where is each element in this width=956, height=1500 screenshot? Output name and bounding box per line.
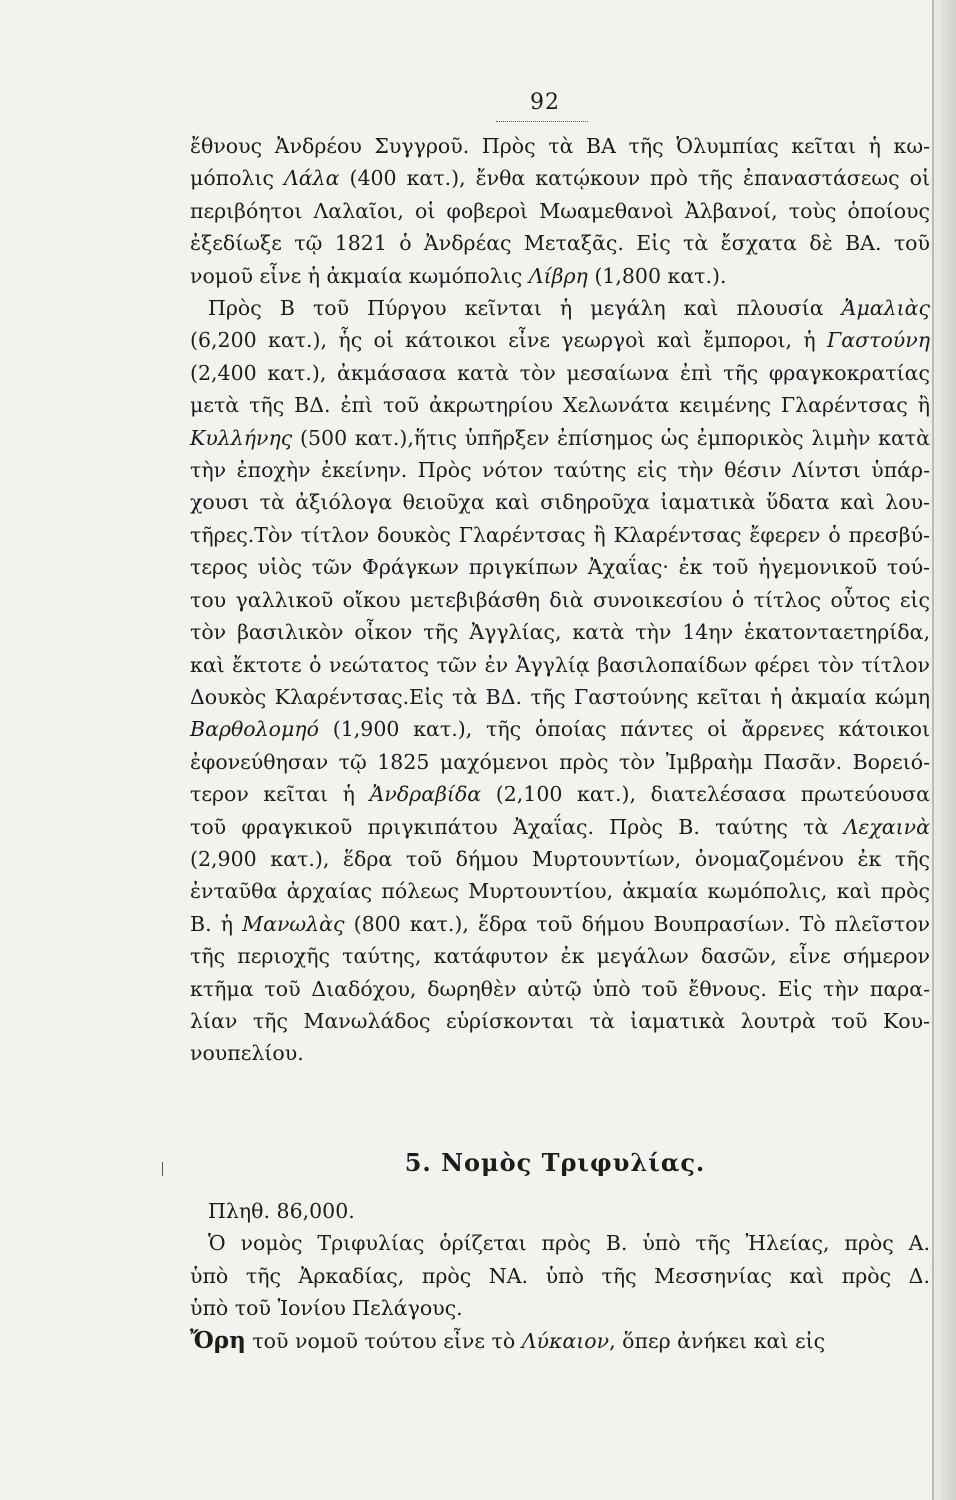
text-run: τοῦ φραγκικοῦ πριγκιπάτου Ἀχαΐας. Πρὸς Β. ταύτης τὰ: [190, 814, 844, 839]
text-run: περιβόητοι Λαλαῖοι, οἱ φοβεροὶ Μωαμεθανοὶ Ἀλβανοί, τοὺς ὁποίους: [190, 198, 930, 223]
mountains-line: [190, 1325, 930, 1357]
text-line: [190, 1005, 930, 1037]
text-run: Β. ἡ: [190, 911, 243, 936]
text-run: λίαν τῆς Μανωλάδος εὑρίσκονται τὰ ἰαματικὰ λουτρὰ τοῦ Κου-: [190, 1008, 930, 1033]
text-run: ὑπὸ τῆς Ἀρκαδίας, πρὸς ΝΑ. ὑπὸ τῆς Μεσσηνίας καὶ πρὸς Δ.: [190, 1263, 930, 1288]
text-run: (800 κατ.), ἕδρα τοῦ δήμου Βουπρασίων. Τὸ πλεῖστον: [344, 911, 930, 936]
text-line: [190, 843, 930, 875]
text-line: [190, 551, 930, 583]
mountains-line-text: [246, 1329, 825, 1353]
text-line: [190, 1260, 930, 1292]
text-line: [190, 260, 930, 292]
text-line: [190, 778, 930, 810]
text-line: [190, 519, 930, 551]
place-name: Γαστούνη: [827, 328, 930, 353]
page-edge-line: [932, 0, 934, 1500]
text-run: ἔθνους Ἀνδρέου Συγγροῦ. Πρὸς τὰ ΒΑ τῆς Ὀλυμπίας κεῖται ἡ κω-: [190, 134, 930, 158]
text-run: (6,200 κατ.), ἧς οἱ κάτοικοι εἶνε γεωργοὶ καὶ ἔμποροι, ἡ: [190, 328, 828, 353]
text-line: [190, 389, 930, 421]
text-run: τῆρες.Τὸν τίτλον δουκὸς Γλαρέντσας ἢ Κλαρέντσας ἔφερεν ὁ πρεσβύ-: [190, 522, 930, 547]
page-number: 92: [530, 90, 560, 115]
text-run: του γαλλικοῦ οἴκου μετεβιβάσθη διὰ συνοικεσίου ὁ τίτλος οὗτος εἰς: [190, 587, 930, 612]
text-run: τερον κεῖται ἡ: [190, 782, 370, 807]
place-name: Λάλα: [284, 166, 340, 191]
mountains-lead-word: Ὄρη: [190, 1326, 246, 1354]
text-run: (1,800 κατ.).: [587, 263, 727, 288]
text-line: [190, 227, 930, 259]
section-body: [190, 1195, 930, 1357]
page-number-underline: [496, 121, 588, 122]
text-run: τοῦ νομοῦ τούτου εἶνε τὸ: [245, 1328, 522, 1353]
text-line: [190, 973, 930, 1005]
place-name: Κυλλήνης: [190, 425, 293, 450]
text-line: [190, 422, 930, 454]
text-run: τὸν βασιλικὸν οἶκον τῆς Ἀγγλίας, κατὰ τὴν 14ην ἑκατονταετηρίδα,: [190, 620, 930, 645]
text-line: [190, 162, 930, 194]
text-line: [190, 357, 930, 389]
section-heading: 5. Νομὸς Τριφυλίας.: [404, 1148, 706, 1177]
text-line: [190, 811, 930, 843]
text-line: [190, 1037, 930, 1069]
text-line: [190, 940, 930, 972]
text-line: [190, 130, 930, 162]
text-run: νουπελίου.: [190, 1041, 304, 1066]
place-name: Λύκαιον: [521, 1328, 610, 1353]
text-line: [190, 875, 930, 907]
text-run: ἐξεδίωξε τῷ 1821 ὁ Ἀνδρέας Μεταξᾶς. Εἰς τὰ ἔσχατα δὲ ΒΑ. τοῦ: [190, 231, 930, 256]
text-line: [190, 584, 930, 616]
text-run: μετὰ τῆς ΒΔ. ἐπὶ τοῦ ἀκρωτηρίου Χελωνάτα κειμένης Γλαρέντσας ἢ: [190, 393, 930, 418]
text-run: νομοῦ εἶνε ἡ ἀκμαία κωμόπολις: [190, 263, 529, 288]
population-line: Πληθ. 86,000.: [208, 1199, 355, 1223]
text-run: Ὁ νομὸς Τριφυλίας ὁρίζεται πρὸς Β. ὑπὸ τῆς Ἠλείας, πρὸς Α.: [208, 1231, 930, 1256]
body-text: [190, 130, 930, 1070]
place-name: Ἀνδραβίδα: [369, 782, 482, 807]
text-run: (2,100 κατ.), διατελέσασα πρωτεύουσα: [481, 782, 930, 807]
text-run: (400 κατ.), ἔνθα κατῴκουν πρὸ τῆς ἐπαναστάσεως οἱ: [339, 166, 930, 191]
paragraph-2: [190, 292, 930, 1070]
place-name: Λίβρη: [528, 263, 588, 288]
text-line: [190, 681, 930, 713]
place-name: Μανωλὰς: [242, 911, 345, 936]
text-run: (2,900 κατ.), ἕδρα τοῦ δήμου Μυρτουντίων, ὀνομαζομένου ἐκ τῆς: [190, 846, 930, 871]
text-run: Δουκὸς Κλαρέντσας.Εἰς τὰ ΒΔ. τῆς Γαστούνης κεῖται ἡ ἀκμαία κώμη: [190, 684, 930, 709]
text-line: [190, 713, 930, 745]
text-line: [190, 1227, 930, 1259]
text-run: (1,900 κατ.), τῆς ὁποίας πάντες οἱ ἄρρενες κάτοικοι: [318, 717, 930, 742]
text-line: [190, 908, 930, 940]
text-run: , ὅπερ ἀνήκει καὶ εἰς: [609, 1328, 826, 1353]
text-run: Πρὸς Β τοῦ Πύργου κεῖνται ἡ μεγάλη καὶ πλουσία: [208, 296, 842, 321]
place-name: Βαρθολομηό: [190, 717, 319, 742]
place-name: Λεχαινὰ: [843, 814, 930, 839]
text-run: (2,400 κατ.), ἀκμάσασα κατὰ τὸν μεσαίωνα ἐπὶ τῆς φραγκοκρατίας: [190, 360, 930, 385]
text-line: [190, 1292, 930, 1324]
text-run: (500 κατ.),ἥτις ὑπῆρξεν ἐπίσημος ὡς ἐμπορικὸς λιμὴν κατὰ: [292, 425, 930, 450]
text-line: [190, 746, 930, 778]
text-run: καὶ ἔκτοτε ὁ νεώτατος τῶν ἐν Ἀγγλίᾳ βασιλοπαίδων φέρει τὸν τίτλον: [190, 652, 930, 677]
text-line: [190, 195, 930, 227]
text-run: μόπολις: [190, 166, 284, 191]
text-run: ὑπὸ τοῦ Ἰονίου Πελάγους.: [190, 1296, 463, 1321]
text-line: [190, 616, 930, 648]
paragraph-1: [190, 130, 930, 292]
place-name: Ἀμαλιὰς: [841, 296, 930, 321]
text-run: ἐφονεύθησαν τῷ 1825 μαχόμενοι πρὸς τὸν Ἰμβραὴμ Πασᾶν. Βορειό-: [190, 749, 930, 774]
section-paragraph: [190, 1227, 930, 1324]
text-line: [190, 486, 930, 518]
text-line: [190, 649, 930, 681]
text-run: τερος υἱὸς τῶν Φράγκων πριγκίπων Ἀχαΐας· ἐκ τοῦ ἡγεμονικοῦ τού-: [190, 555, 930, 580]
text-line: [190, 324, 930, 356]
text-run: ἐνταῦθα ἀρχαίας πόλεως Μυρτουντίου, ἀκμαία κωμόπολις, καὶ πρὸς: [190, 879, 930, 904]
page-edge-shadow: [926, 0, 956, 1500]
text-run: τῆς περιοχῆς ταύτης, κατάφυτον ἐκ μεγάλων δασῶν, εἶνε σήμερον: [190, 944, 930, 969]
text-line: [190, 292, 930, 324]
text-line: [190, 454, 930, 486]
text-run: κτῆμα τοῦ Διαδόχου, δωρηθὲν αὐτῷ ὑπὸ τοῦ ἔθνους. Εἰς τὴν παρα-: [190, 976, 930, 1001]
text-run: τὴν ἐποχὴν ἐκείνην. Πρὸς νότον ταύτης εἰς τὴν θέσιν Λίντσι ὑπάρ-: [190, 458, 930, 483]
text-run: χουσι τὰ ἀξιόλογα θειοῦχα καὶ σιδηροῦχα ἰαματικὰ ὕδατα καὶ λου-: [190, 490, 930, 515]
